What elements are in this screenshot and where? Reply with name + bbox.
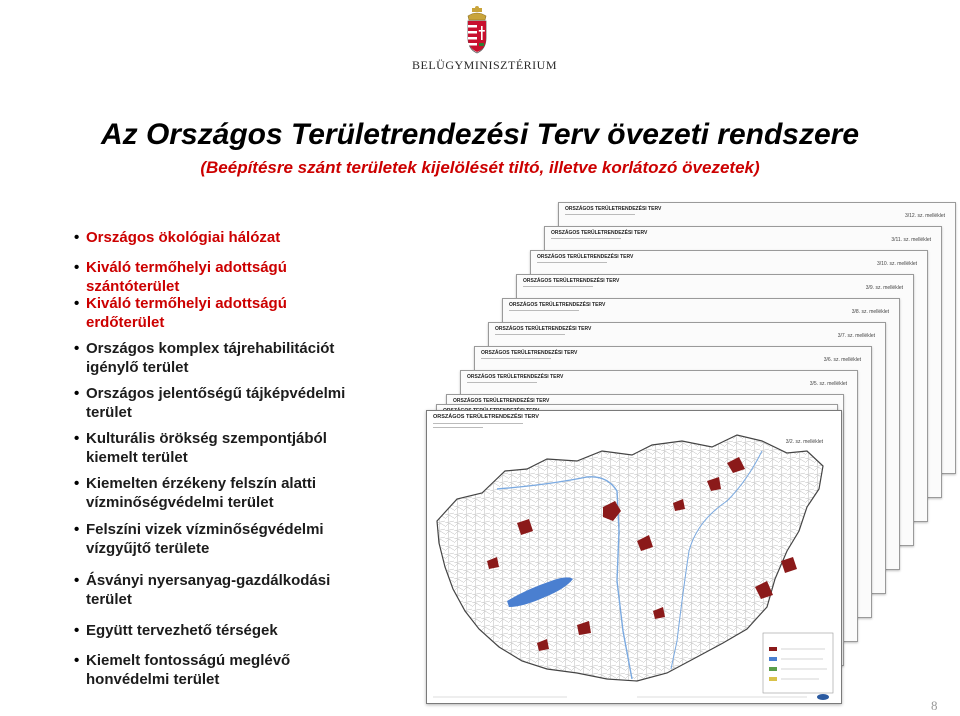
list-item: • Kiváló termőhelyi adottságú szántóterület — [74, 258, 287, 296]
map-sheet: ORSZÁGOS TERÜLETRENDEZÉSI TERV 3/9. sz. melléklet — [516, 274, 914, 546]
map-sheet: ORSZÁGOS TERÜLETRENDEZÉSI TERV 3/10. sz. melléklet — [530, 250, 928, 522]
map-sheet: ORSZÁGOS TERÜLETRENDEZÉSI TERV 3/8. sz. melléklet — [502, 298, 900, 570]
hungary-zoning-map: ORSZÁGOS TERÜLETRENDEZÉSI TERV 3/2. sz. melléklet — [426, 410, 842, 704]
list-item: • Országos komplex tájrehabilitációt igénylő terület — [74, 339, 334, 377]
list-item: • Országos jelentőségű tájképvédelmi terület — [74, 384, 345, 422]
coat-of-arms-icon — [462, 6, 492, 56]
list-item: • Ásványi nyersanyag-gazdálkodási terület — [74, 571, 330, 609]
list-item: • Kiemelten érzékeny felszín alatti vízminőségvédelmi terület — [74, 474, 316, 512]
list-item: • Kiváló termőhelyi adottságú erdőterület — [74, 294, 287, 332]
page-title: Az Országos Területrendezési Terv övezeti rendszere — [100, 118, 860, 151]
map-sheet: ORSZÁGOS TERÜLETRENDEZÉSI TERV 3/6. sz. melléklet — [474, 346, 872, 618]
list-item: • Országos ökológiai hálózat — [74, 228, 280, 247]
page-number: 8 — [931, 698, 938, 713]
list-item: • Felszíni vizek vízminőségvédelmi vízgyűjtő területe — [74, 520, 324, 558]
map-sheet: ORSZÁGOS TERÜLETRENDEZÉSI TERV 3/12. sz. melléklet — [558, 202, 956, 474]
hungary-map-graphic — [427, 411, 841, 703]
list-item: • Kulturális örökség szempontjából kiemelt terület — [74, 429, 327, 467]
map-sheet: ORSZÁGOS TERÜLETRENDEZÉSI TERV 3/5. sz. melléklet — [460, 370, 858, 642]
ministry-logo — [412, 6, 557, 78]
list-item: • Együtt tervezhető térségek — [74, 621, 278, 640]
ministry-name: BELÜGYMINISZTÉRIUM — [412, 58, 557, 72]
page-subtitle: (Beépítésre szánt területek kijelölését tiltó, illetve korlátozó övezetek) — [200, 158, 760, 177]
map-sheet: ORSZÁGOS TERÜLETRENDEZÉSI TERV — [446, 394, 844, 666]
map-sheet: ORSZÁGOS TERÜLETRENDEZÉSI TERV 3/11. sz. melléklet — [544, 226, 942, 498]
list-item: • Kiemelt fontosságú meglévő honvédelmi terület — [74, 651, 290, 689]
map-sheet: ORSZÁGOS TERÜLETRENDEZÉSI TERV 3/7. sz. melléklet — [488, 322, 886, 594]
